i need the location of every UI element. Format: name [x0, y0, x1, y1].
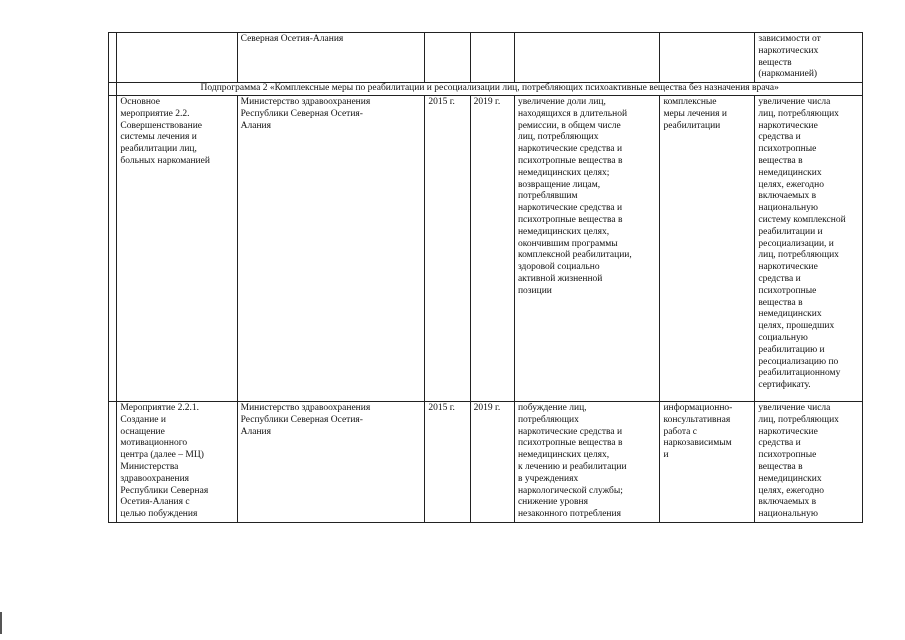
cell-indicator: увеличение числа лиц, потребляющих наркотические средства и психотропные вещества в немедицинских целях, ежегодно включаемых в национальную — [755, 401, 863, 522]
cell-start-year — [425, 33, 470, 83]
cell-executor: Северная Осетия-Алания — [237, 33, 425, 83]
table-row — [109, 95, 863, 401]
cell-indicator: увеличение числа лиц, потребляющих наркотические средства и психотропные вещества в немедицинских целях, ежегодно включаемых в национальную систему комплексной реабилитации и ресоциализации, и лиц, потребляющих наркотические средства и психотропные вещества в немедицинских целях, прошедших социальную реабилитацию и ресоциализацию по реабилитационному сертификату. — [755, 95, 863, 401]
cell-end-year — [470, 33, 514, 83]
cell-end-year: 2019 г. — [470, 401, 514, 522]
cell-number — [109, 33, 117, 83]
cell-start-year: 2015 г. — [425, 95, 470, 401]
table-row — [109, 401, 863, 522]
cell-event — [117, 33, 237, 83]
cell-expected-result — [514, 33, 660, 83]
cell-end-year: 2019 г. — [470, 95, 514, 401]
cell-consequence — [660, 33, 755, 83]
cell-indicator: зависимости от наркотических веществ (наркоманией) — [755, 33, 863, 83]
cell-number — [109, 401, 117, 522]
cell-executor: Министерство здравоохранения Республики Северная Осетия- Алания — [237, 95, 425, 401]
subprogram-row — [109, 83, 863, 96]
cell-start-year: 2015 г. — [425, 401, 470, 522]
document-table — [108, 32, 863, 523]
table-row — [109, 33, 863, 83]
cell-expected-result: побуждение лиц, потребляющих наркотические средства и психотропные вещества в немедицинских целях, к лечению и реабилитации в учреждениях наркологической службы; снижение уровня незаконного потребления — [514, 401, 660, 522]
cell-consequence: информационно- консультативная работа с наркозависимым и — [660, 401, 755, 522]
cell-event: Мероприятие 2.2.1. Создание и оснащение мотивационного центра (далее – МЦ) Министерства здравоохранения Республики Северная Осетия-Алания с целью побуждения — [117, 401, 237, 522]
cell-executor: Министерство здравоохранения Республики Северная Осетия- Алания — [237, 401, 425, 522]
cell-event: Основное мероприятие 2.2. Совершенствование системы лечения и реабилитации лиц, больных наркоманией — [117, 95, 237, 401]
cell-number — [109, 95, 117, 401]
subprogram-title: Подпрограмма 2 «Комплексные меры по реабилитации и ресоциализации лиц, потребляющих психоактивные вещества без назначения врача» — [117, 83, 863, 96]
scan-edge-mark — [0, 612, 2, 634]
cell-expected-result: увеличение доли лиц, находящихся в длительной ремиссии, в общем числе лиц, потребляющих наркотические средства и психотропные вещества в немедицинских целях; возвращение лицам, потреблявшим наркотические средства и психотропные вещества в немедицинских целях, окончившим программы комплексной реабилитации, здоровой социально активной жизненной позиции — [514, 95, 660, 401]
cell-number — [109, 83, 117, 96]
cell-consequence: комплексные меры лечения и реабилитации — [660, 95, 755, 401]
